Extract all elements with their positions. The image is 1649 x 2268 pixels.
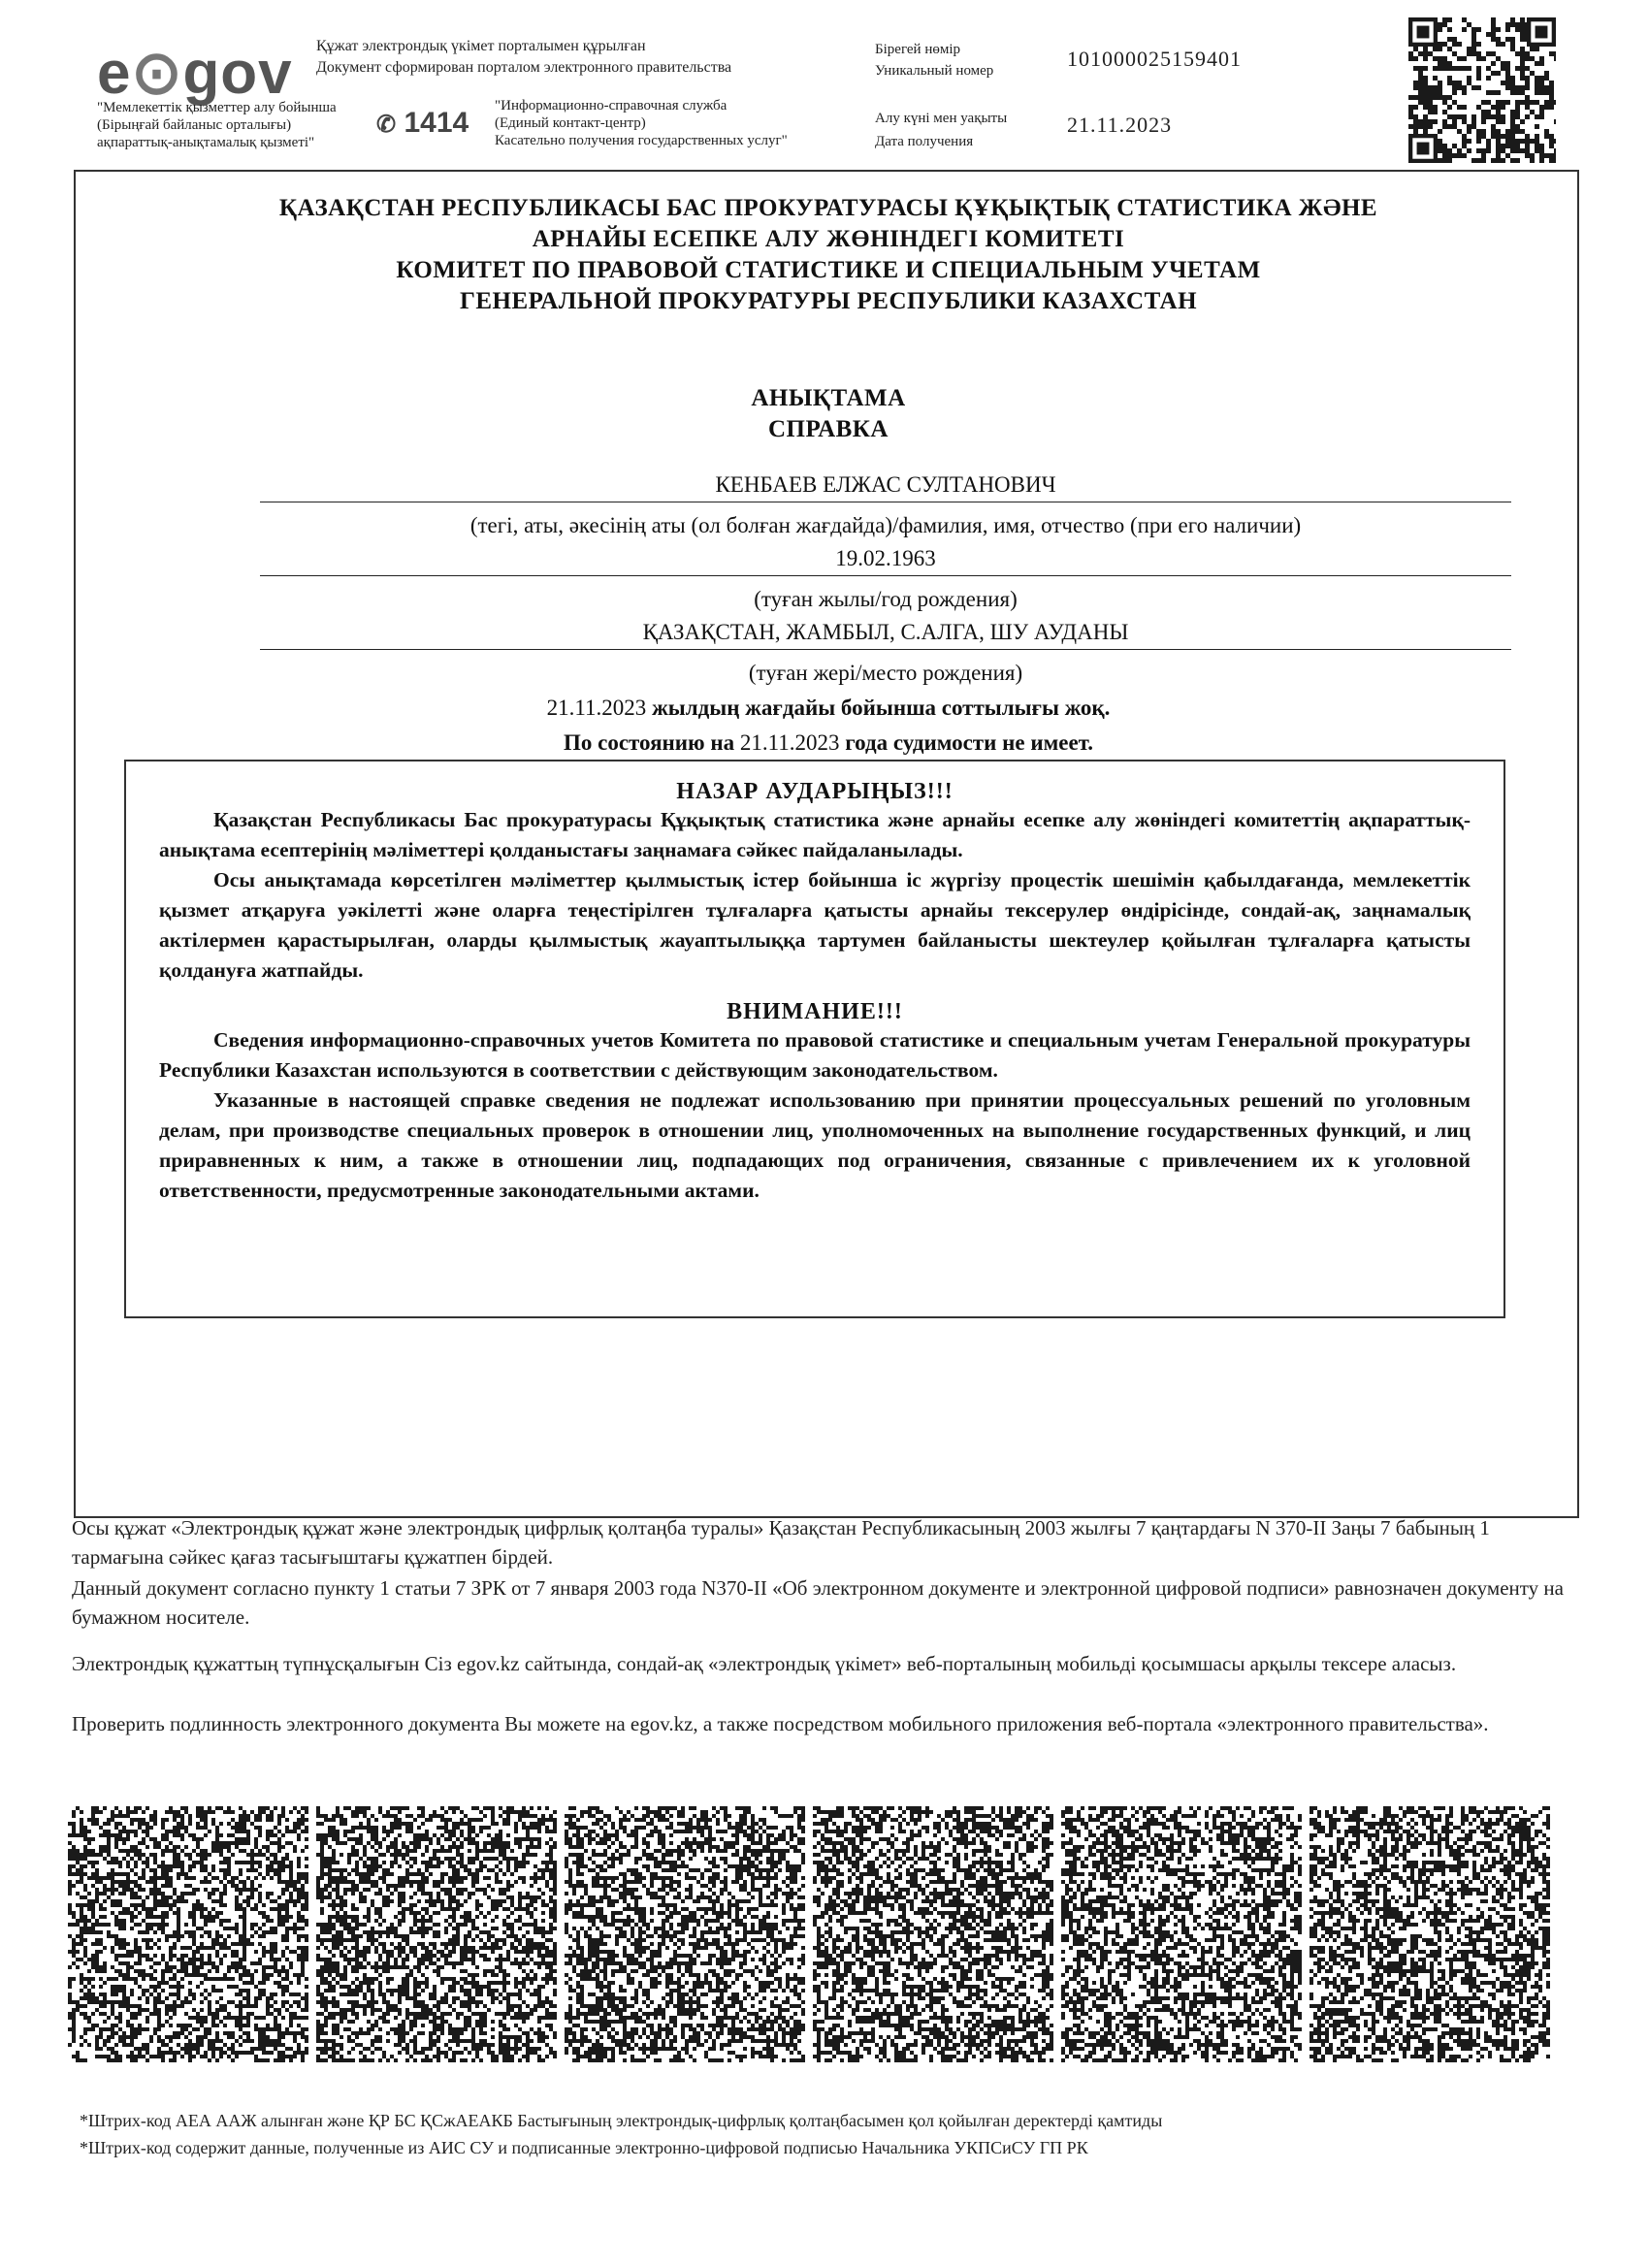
birth-place-caption: (туған жері/место рождения) [748, 661, 1023, 685]
birth-date-caption: (туған жылы/год рождения) [754, 587, 1018, 611]
service-caption-ru: "Информационно-справочная служба (Единый контакт-центр) Касательно получения государственных услуг" [495, 98, 788, 148]
legal-equivalence-kz: Осы құжат «Электрондық құжат және электрондық цифрлық қолтаңба туралы» Қазақстан Республикасының 2003 жылғы 7 қаңтардағы N 370-II Заңы 7 бабының 1 тармағына сәйкес қағаз тасығыштағы құжатпен бірдей. [72, 1516, 1490, 1569]
barcode-note-kz: *Штрих-код АЕА ААЖ алынған және ҚР БС ҚСжАЕАКБ Бастығының электрондық-цифрлық қолтаңбасымен қол қойылған деректерді қамтиды [80, 2111, 1163, 2130]
verification-kz: Электрондық құжаттың түпнұсқалығын Сіз egov.kz сайтында, сондай-ақ «электрондық үкімет» веб-порталының мобильді қосымшасы арқылы тексере аласыз. [72, 1652, 1457, 1675]
notice-box [124, 760, 1505, 1318]
person-name-caption: (тегі, аты, әкесінің аты (ол болған жағдайда)/фамилия, имя, отчество (при его наличии) [469, 513, 1302, 537]
service-caption-kz: "Мемлекеттік қызметтер алу бойынша (Бірыңғай байланыс орталығы) ақпараттық-анықтамалық қызметі" [97, 100, 337, 150]
phone-icon: ✆ [376, 112, 397, 138]
birth-date: 19.02.1963 [260, 546, 1511, 576]
verification-ru: Проверить подлинность электронного документа Вы можете на egov.kz, а также посредством мобильного приложения веб-портала «электронного правительства». [72, 1712, 1489, 1735]
barcode-5 [1061, 1806, 1302, 2062]
notice-kz-paragraph-2: Осы анықтамада көрсетілген мәліметтер қылмыстық істер бойынша іс жүргізу процестік шешімін қабылдағанда, мемлекеттік қызмет атқаруға уәкілетті және оларға теңестірілген тұлғаларға қатысты арнайы тексерулер өндірісінде, сондай-ақ, заңнамалық актілермен қарастырылған, оларды қылмыстық жауаптылыққа тартумен байланысты шектеулер қойылған тұлғаларға қатысты қолдануға жатпайды. [159, 868, 1471, 982]
birth-place: ҚАЗАҚСТАН, ЖАМБЫЛ, С.АЛГА, ШУ АУДАНЫ [260, 620, 1511, 650]
barcode-4 [813, 1806, 1053, 2062]
notice-title-ru: ВНИМАНИЕ!!! [727, 999, 903, 1024]
certificate-frame [74, 170, 1579, 1518]
receive-date-label: Алу күні мен уақыты Дата получения [875, 111, 1008, 149]
receive-date-value: 21.11.2023 [1067, 113, 1173, 137]
barcode-6 [1310, 1806, 1550, 2062]
unique-number-label: Бірегей нөмір Уникальный номер [875, 42, 994, 79]
header-qr-code [1408, 17, 1556, 163]
legal-equivalence-ru: Данный документ согласно пункту 1 статьи 7 ЗРК от 7 января 2003 года N370-II «Об электронном документе и электронной цифровой подписи» равнозначен документу на бумажном носителе. [72, 1576, 1564, 1629]
barcode-2 [316, 1806, 557, 2062]
egov-header [0, 17, 1649, 173]
unique-number-value: 10100002515940​1 [1067, 47, 1242, 71]
document-title: АНЫҚТАМА СПРАВКА [751, 385, 906, 442]
notice-ru-paragraph-2: Указанные в настоящей справке сведения не подлежат использованию при принятии процессуальных решений по уголовным делам, при производстве специальных проверок в отношении лиц, уполномоченных на выполнение государственных функций, и лиц приравненных к ним, а также в отношении лиц, подпадающих под ограничения, связанные с привлечением их к уголовной ответственности, предусмотренные законодательными актами. [159, 1088, 1471, 1202]
notice-ru-paragraph-1: Сведения информационно-справочных учетов Комитета по правовой статистике и специальным учетам Генеральной прокуратуры Республики Казахстан используются в соответствии с действующим законодательством. [159, 1028, 1471, 1082]
notice-title-kz: НАЗАР АУДАРЫҢЫЗ!!! [676, 779, 954, 804]
portal-caption: Құжат электрондық үкімет порталымен құрылған Документ сформирован порталом электронного правительства [316, 38, 732, 76]
notice-kz-paragraph-1: Қазақстан Республикасы Бас прокуратурасы Құқықтық статистика және арнайы есепке алу жөніндегі комитеттің ақпараттық-анықтама есептерінің мәліметтері қолданыстағы заңнамаға сәйкес пайдаланылады. [159, 808, 1471, 861]
barcode-3 [565, 1806, 805, 2062]
verdict-ru: По состоянию на 21.11.2023 года судимости не имеет. [564, 730, 1093, 755]
person-name: КЕНБАЕВ ЕЛЖАС СУЛТАНОВИЧ [260, 472, 1511, 502]
barcode-1 [68, 1806, 308, 2062]
egov-logo: e⊙gov [97, 40, 293, 107]
help-number: ✆ 1414 [376, 107, 469, 139]
signature-barcodes [68, 1806, 1550, 2062]
verdict-kz: 21.11.2023 жылдың жағдайы бойынша соттылығы жоқ. [546, 696, 1111, 720]
barcode-note-ru: *Штрих-код содержит данные, полученные из АИС СУ и подписанные электронно-цифровой подписью Начальника УКПСиСУ ГП РК [80, 2138, 1088, 2157]
issuer-title: ҚАЗАҚСТАН РЕСПУБЛИКАСЫ БАС ПРОКУРАТУРАСЫ ҚҰҚЫҚТЫҚ СТАТИСТИКА ЖӘНЕ АРНАЙЫ ЕСЕПКЕ АЛУ ЖӨНІНДЕГІ КОМИТЕТІ КОМИТЕТ ПО ПРАВОВОЙ СТАТИСТИКЕ И СПЕЦИАЛЬНЫМ УЧЕТАМ ГЕНЕРАЛЬНОЙ ПРОКУРАТУРЫ РЕСПУБЛИКИ КАЗАХСТАН [278, 195, 1378, 314]
